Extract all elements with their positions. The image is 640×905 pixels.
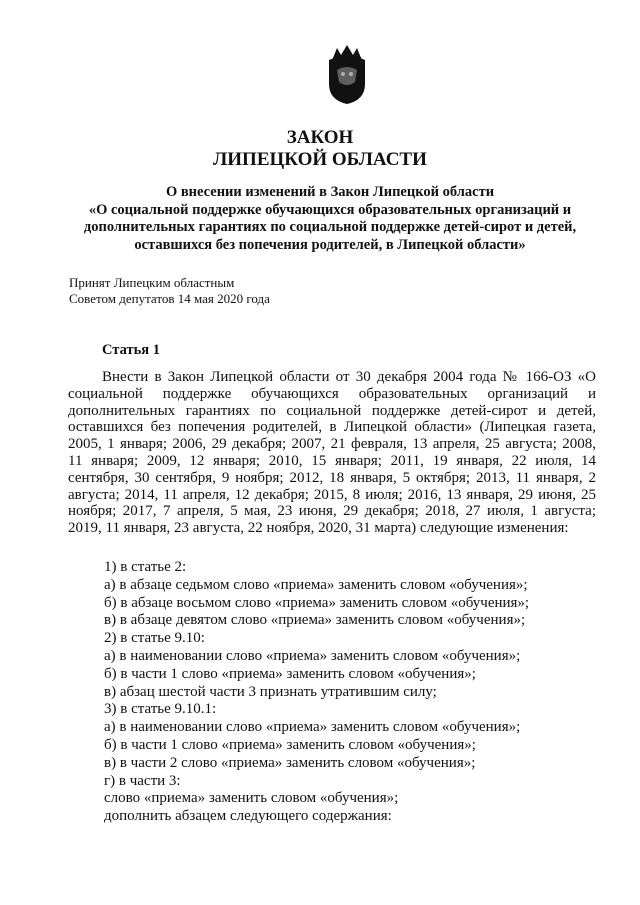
article-body xyxy=(68,369,596,537)
body-line: социальной поддержке обучающихся образовательных организаций и xyxy=(68,385,596,402)
region-title: ЛИПЕЦКОЙ ОБЛАСТИ xyxy=(213,149,427,170)
change-item: б) в абзаце восьмом слово «приема» заменить словом «обучения»; xyxy=(104,594,530,611)
change-item: дополнить абзацем следующего содержания: xyxy=(104,808,392,825)
change-item: 1) в статье 2: xyxy=(104,559,187,575)
body-line: ноября; 2017, 7 апреля, 5 мая, 23 июня, 29 декабря; 2018, 27 июля, 1 августа; xyxy=(68,503,596,520)
change-item: а) в наименовании слово «приема» заменить словом «обучения»; xyxy=(104,719,521,736)
body-line: 2005, 1 января; 2006, 29 декабря; 2007, 21 февраля, 13 апреля, 25 августа; 2008, xyxy=(68,436,596,453)
change-item: а) в наименовании слово «приема» заменить словом «обучения»; xyxy=(104,647,521,664)
law-subject-heading xyxy=(0,184,640,254)
change-item: б) в части 1 слово «приема» заменить словом «обучения»; xyxy=(104,665,476,682)
body-line: Внести в Закон Липецкой области от 30 декабря 2004 года № 166-ОЗ «О xyxy=(102,369,596,385)
body-line: 11 января; 2009, 12 января; 2010, 15 января; 2011, 19 января, 22 июля, 14 xyxy=(68,452,596,469)
body-line: августа; 2014, 11 апреля, 12 декабря; 2015, 8 июля; 2016, 13 января, 29 июня, 25 xyxy=(68,486,596,503)
subject-line: «О социальной поддержке обучающихся образовательных организаций и xyxy=(88,201,572,218)
body-line: дополнительных гарантиях по социальной поддержке детей-сирот и детей, xyxy=(68,402,596,419)
change-item: г) в части 3: xyxy=(104,772,181,789)
document-type-title: ЗАКОН xyxy=(286,127,354,148)
adoption-info xyxy=(69,275,270,307)
article-heading: Статья 1 xyxy=(102,342,160,358)
subject-line: дополнительных гарантиях по социальной поддержке детей-сирот и детей, xyxy=(83,219,577,235)
change-item: б) в части 1 слово «приема» заменить словом «обучения»; xyxy=(104,736,476,753)
change-item: 2) в статье 9.10: xyxy=(104,630,205,647)
change-item: в) в абзаце девятом слово «приема» заменить словом «обучения»; xyxy=(104,612,526,629)
change-item: в) абзац шестой части 3 признать утратившим силу; xyxy=(104,683,437,700)
change-item: а) в абзаце седьмом слово «приема» заменить словом «обучения»; xyxy=(104,576,528,593)
change-item: в) в части 2 слово «приема» заменить словом «обучения»; xyxy=(104,754,476,771)
body-line: сентября, 30 сентября, 9 ноября; 2012, 18 января, 5 октября; 2013, 11 января, 2 xyxy=(68,469,596,486)
subject-line: О внесении изменений в Закон Липецкой области xyxy=(165,184,495,200)
adoption-line: Принят Липецким областным xyxy=(69,275,235,290)
change-item: 3) в статье 9.10.1: xyxy=(104,701,217,718)
changes-list xyxy=(104,559,529,826)
change-item: слово «приема» заменить словом «обучения»; xyxy=(104,790,399,807)
adoption-line: Советом депутатов 14 мая 2020 года xyxy=(69,291,270,306)
body-line: оставшихся без попечения родителей, в Липецкой области» (Липецкая газета, xyxy=(68,419,596,436)
subject-line: оставшихся без попечения родителей, в Липецкой области» xyxy=(134,236,526,253)
coat-of-arms-icon xyxy=(325,44,369,106)
body-line: 2019, 11 января, 23 августа, 22 ноября, 2020, 31 марта) следующие изменения: xyxy=(68,520,569,537)
